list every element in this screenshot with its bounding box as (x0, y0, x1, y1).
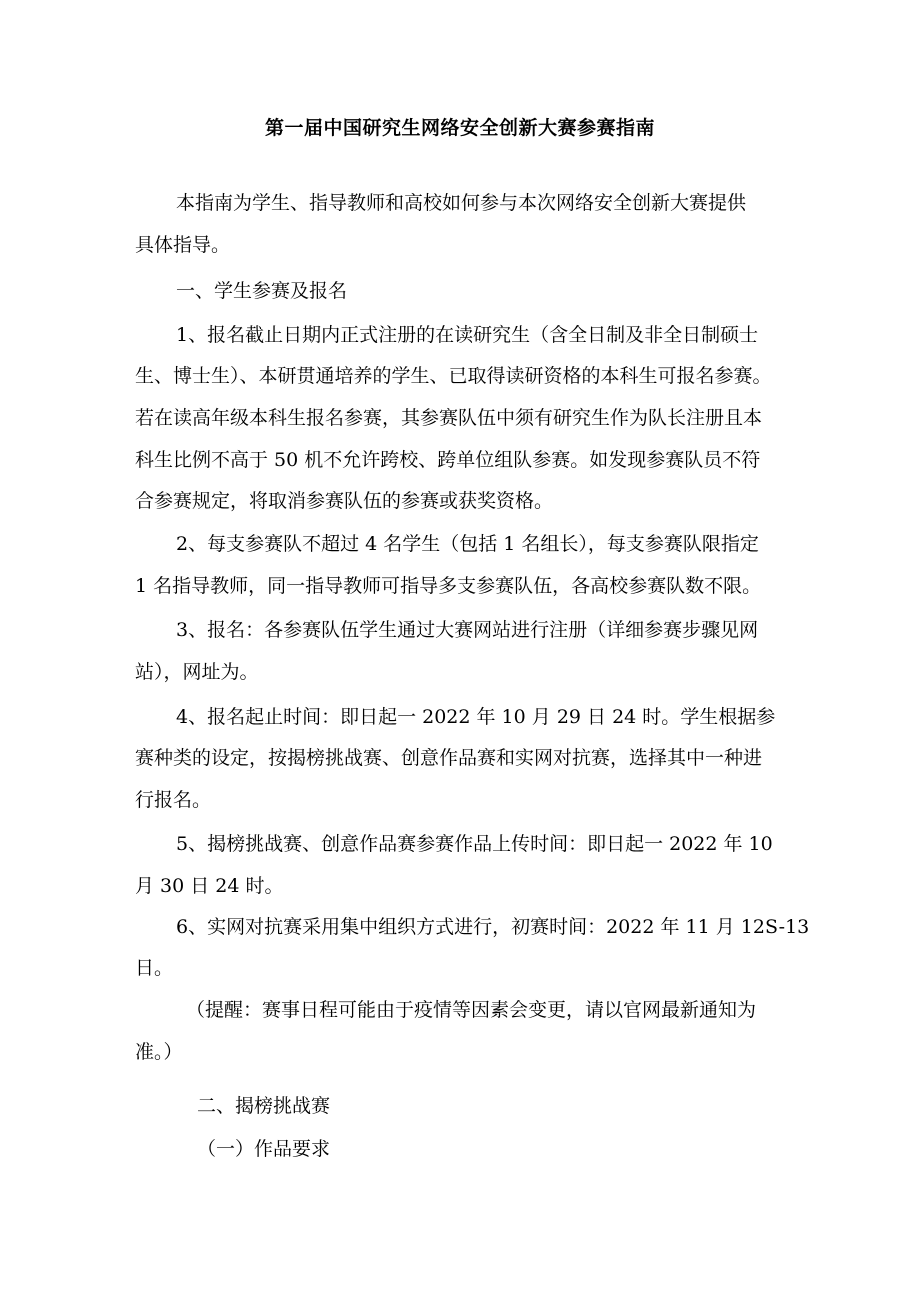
item-1-line-1: 1、报名截止日期内正式注册的在读研究生（含全日制及非全日制硕士 (176, 324, 759, 346)
item-6-line-1: 6、实网对抗赛采用集中组织方式进行，初赛时间：2022 年 11 月 12S-13 (176, 916, 810, 938)
intro-line-1: 本指南为学生、指导教师和高校如何参与本次网络安全创新大赛提供 (176, 192, 747, 214)
section-heading: 二、揭榜挑战赛 (197, 1095, 331, 1117)
item-3-line-2: 站），网址为。 (135, 661, 259, 683)
item-1-line-2: 生、博士生）、本研贯通培养的学生、已取得读研资格的本科生可报名参赛。 (135, 365, 772, 387)
item-3-line-1: 3、报名：各参赛队伍学生通过大赛网站进行注册（详细参赛步骤见网 (176, 619, 759, 641)
item-6-line-2: 日。 (135, 957, 174, 979)
item-5-line-2: 月 30 日 24 时。 (135, 875, 284, 897)
reminder-line-2: 准。） (135, 1041, 183, 1063)
section-heading: 一、学生参赛及报名 (176, 280, 348, 302)
item-4-line-3: 行报名。 (135, 789, 212, 811)
intro-line-2: 具体指导。 (135, 234, 231, 256)
item-5-line-1: 5、揭榜挑战赛、创意作品赛参赛作品上传时间：即日起一 2022 年 10 (176, 833, 773, 855)
item-1-line-5: 合参赛规定，将取消参赛队伍的参赛或获奖资格。 (135, 490, 554, 512)
item-1-line-4: 科生比例不高于 50 机不允许跨校、跨单位组队参赛。如发现参赛队员不符 (135, 449, 761, 471)
item-2-line-1: 2、每支参赛队不超过 4 名学生（包括 1 名组长），每支参赛队限指定 (176, 533, 759, 555)
item-4-line-1: 4、报名起止时间：即日起一 2022 年 10 月 29 日 24 时。学生根据参 (176, 706, 776, 728)
item-2-line-2: 1 名指导教师，同一指导教师可指导多支参赛队伍，各高校参赛队数不限。 (135, 575, 762, 597)
item-1-line-3: 若在读高年级本科生报名参赛，其参赛队伍中须有研究生作为队长注册且本 (135, 407, 763, 429)
item-4-line-2: 赛种类的设定，按揭榜挑战赛、创意作品赛和实网对抗赛，选择其中一种进 (135, 747, 763, 769)
reminder-line-1: （提醒：赛事日程可能由于疫情等因素会变更，请以官网最新通知为 (186, 999, 757, 1021)
document-title: 第一届中国研究生网络安全创新大赛参赛指南 (264, 117, 655, 139)
subsection-heading: （一）作品要求 (197, 1138, 331, 1160)
